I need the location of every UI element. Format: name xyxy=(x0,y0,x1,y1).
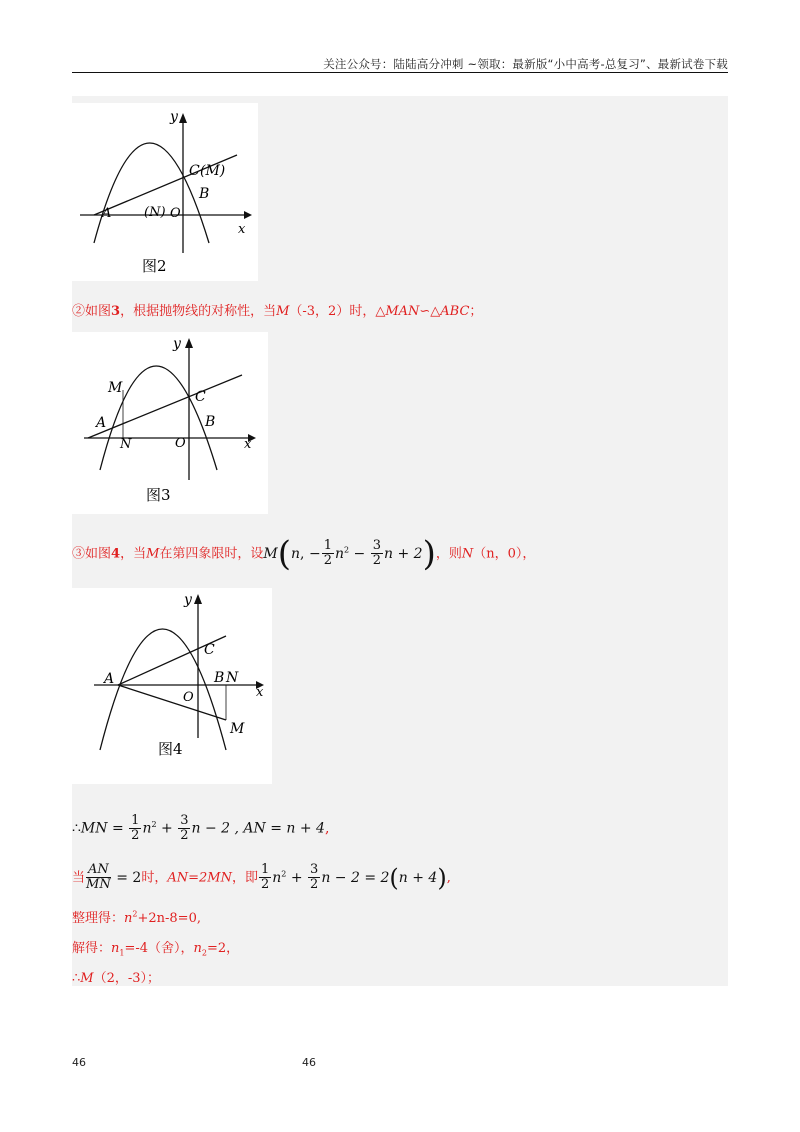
header-rule xyxy=(72,72,728,73)
comma-minus: , − xyxy=(300,545,321,562)
frac-den: 2 xyxy=(323,553,332,569)
var-n: n xyxy=(272,869,282,886)
exponent: 2 xyxy=(151,820,157,829)
frac-num: 1 xyxy=(323,538,332,554)
step-3-text-2: 在第四象限时，设 xyxy=(159,546,264,562)
var-n: n xyxy=(124,911,133,926)
y-arrow xyxy=(185,338,193,348)
var-mn: MN xyxy=(80,820,108,837)
an-equation: AN=2MN xyxy=(167,870,232,886)
figure-ref: 4 xyxy=(111,546,121,562)
figure-4-graph xyxy=(72,588,272,784)
plus: + xyxy=(286,869,308,886)
label-y: y xyxy=(184,592,192,608)
equation-ratio xyxy=(72,852,451,896)
comma: , xyxy=(446,870,451,886)
right-paren: ) xyxy=(422,533,436,574)
time-text: 时， xyxy=(141,870,168,886)
equation-mn-an xyxy=(72,805,329,845)
frac-num: 1 xyxy=(131,813,140,829)
minus: − xyxy=(349,545,370,562)
subscript-2: 2 xyxy=(201,948,208,958)
tail-expression: n − 2 , xyxy=(191,820,244,837)
label-x: x xyxy=(238,222,246,237)
fraction-3-2 xyxy=(178,814,190,843)
step-3-text-3: ，则 xyxy=(435,546,462,562)
ie-text: ，即 xyxy=(231,870,258,886)
fraction-an-mn xyxy=(86,863,111,892)
var-n: n xyxy=(111,941,120,956)
point-m-expression xyxy=(263,533,436,574)
label-b: B xyxy=(214,670,225,686)
similarity: △MAN∽△ABC xyxy=(375,304,470,319)
label-y: y xyxy=(173,336,181,352)
figure-2 xyxy=(72,103,258,281)
label-m-paren: (M) xyxy=(200,163,226,179)
simplify-line xyxy=(72,907,201,926)
step-2 xyxy=(72,300,482,319)
var-n-point: N xyxy=(461,546,474,562)
subscript-1: 1 xyxy=(119,948,125,958)
var-n: n xyxy=(142,820,152,837)
frac-den: 2 xyxy=(310,877,319,893)
label-o: O xyxy=(170,206,181,221)
var-m: M xyxy=(146,546,160,562)
var-m: M xyxy=(276,304,290,319)
therefore-symbol: ∴ xyxy=(72,971,81,986)
equals: = xyxy=(107,820,129,837)
therefore-symbol: ∴ xyxy=(72,820,81,837)
frac-den: MN xyxy=(86,877,111,893)
figure-3 xyxy=(72,332,268,514)
var-n: n xyxy=(193,941,202,956)
fraction-1-2 xyxy=(259,863,271,892)
label-c: C xyxy=(189,163,200,179)
label-b: B xyxy=(205,414,216,430)
label-c: C xyxy=(195,389,206,405)
equals-two: = 2 xyxy=(111,869,142,886)
figure-ref: 3 xyxy=(111,304,121,319)
frac-den: 2 xyxy=(372,553,382,569)
step-3 xyxy=(72,530,536,574)
right-paren: ) xyxy=(437,863,447,892)
simplify-rest: +2n-8=0, xyxy=(137,911,201,926)
label-o: O xyxy=(175,436,186,451)
var-m: M xyxy=(80,971,94,986)
frac-num: 3 xyxy=(310,862,319,878)
label-x: x xyxy=(244,437,252,452)
simplify-label: 整理得： xyxy=(72,911,125,926)
figure-caption: 图2 xyxy=(142,257,167,275)
end-mark: ； xyxy=(469,304,483,319)
var-an: AN xyxy=(243,820,266,837)
step-2-prefix: ②如图 xyxy=(72,304,112,319)
var-n: n xyxy=(334,545,344,562)
figure-3-graph xyxy=(72,332,268,514)
inner-expression: n + 4 xyxy=(398,869,438,886)
solve-line xyxy=(72,937,239,958)
label-a: A xyxy=(96,415,107,431)
y-arrow xyxy=(194,594,202,604)
exponent: 2 xyxy=(132,909,138,919)
conclusion-line xyxy=(72,967,160,986)
page-number-left: 46 xyxy=(72,1056,86,1069)
plus: + xyxy=(156,820,178,837)
when-text: 当 xyxy=(72,870,86,886)
ratio-expression xyxy=(85,862,142,893)
label-m: M xyxy=(108,380,123,396)
y-arrow xyxy=(179,113,187,123)
page-number-center: 46 xyxy=(302,1056,316,1069)
m-coords: （2，-3）； xyxy=(93,971,161,986)
frac-den: 2 xyxy=(260,877,270,893)
label-o: O xyxy=(183,690,194,705)
label-a: A xyxy=(104,671,115,687)
label-m: M xyxy=(230,721,245,737)
frac-num: 3 xyxy=(372,538,382,554)
fraction-3-2 xyxy=(308,863,320,892)
label-n: N xyxy=(120,437,132,452)
parabola xyxy=(94,143,209,243)
left-paren: ( xyxy=(277,533,292,574)
tail-expression: n + 2 xyxy=(384,545,423,562)
expanded-equation xyxy=(258,862,447,893)
label-n-paren: (N) xyxy=(144,205,166,220)
var-m-2: M xyxy=(263,545,278,562)
line-am xyxy=(118,685,226,720)
fraction-1-2 xyxy=(129,814,141,843)
exponent: 2 xyxy=(344,545,350,554)
an-expression: = n + 4 xyxy=(265,820,325,837)
fraction-3-2 xyxy=(371,539,383,568)
coords: （-3，2）时， xyxy=(289,304,376,319)
mid-expression: n − 2 = 2 xyxy=(321,869,390,886)
frac-den: 2 xyxy=(180,828,189,844)
step-3-prefix: ③如图 xyxy=(72,546,112,562)
solve-label: 解得： xyxy=(72,941,112,956)
exponent: 2 xyxy=(281,869,287,878)
label-c: C xyxy=(204,642,215,658)
var-n: n xyxy=(291,545,301,562)
label-n: N xyxy=(226,670,239,686)
fraction-1-2 xyxy=(322,539,334,568)
x-arrow xyxy=(244,211,252,219)
frac-num: 1 xyxy=(260,862,270,878)
comma: , xyxy=(324,820,330,837)
frac-den: 2 xyxy=(131,828,140,844)
step-3-text-1: ，当 xyxy=(120,546,147,562)
figure-2-graph xyxy=(72,103,258,281)
page-header: 关注公众号：陆陆高分冲刺 ~领取：最新版“小中高考-总复习”、最新试卷下载 xyxy=(323,57,728,71)
figure-caption: 图4 xyxy=(158,740,183,758)
frac-num: AN xyxy=(88,862,109,878)
label-x: x xyxy=(256,685,264,700)
figure-4 xyxy=(72,588,272,784)
label-b: B xyxy=(199,186,210,202)
step-2-text: ，根据抛物线的对称性，当 xyxy=(120,304,277,319)
label-a: A xyxy=(102,206,112,221)
frac-num: 3 xyxy=(180,813,189,829)
n-coords: （n，0）， xyxy=(473,546,536,562)
label-y: y xyxy=(170,109,178,125)
figure-caption: 图3 xyxy=(146,486,171,504)
left-paren: ( xyxy=(389,863,399,892)
solution-1: =-4（舍）， xyxy=(124,941,194,956)
solution-2: =2， xyxy=(207,941,240,956)
